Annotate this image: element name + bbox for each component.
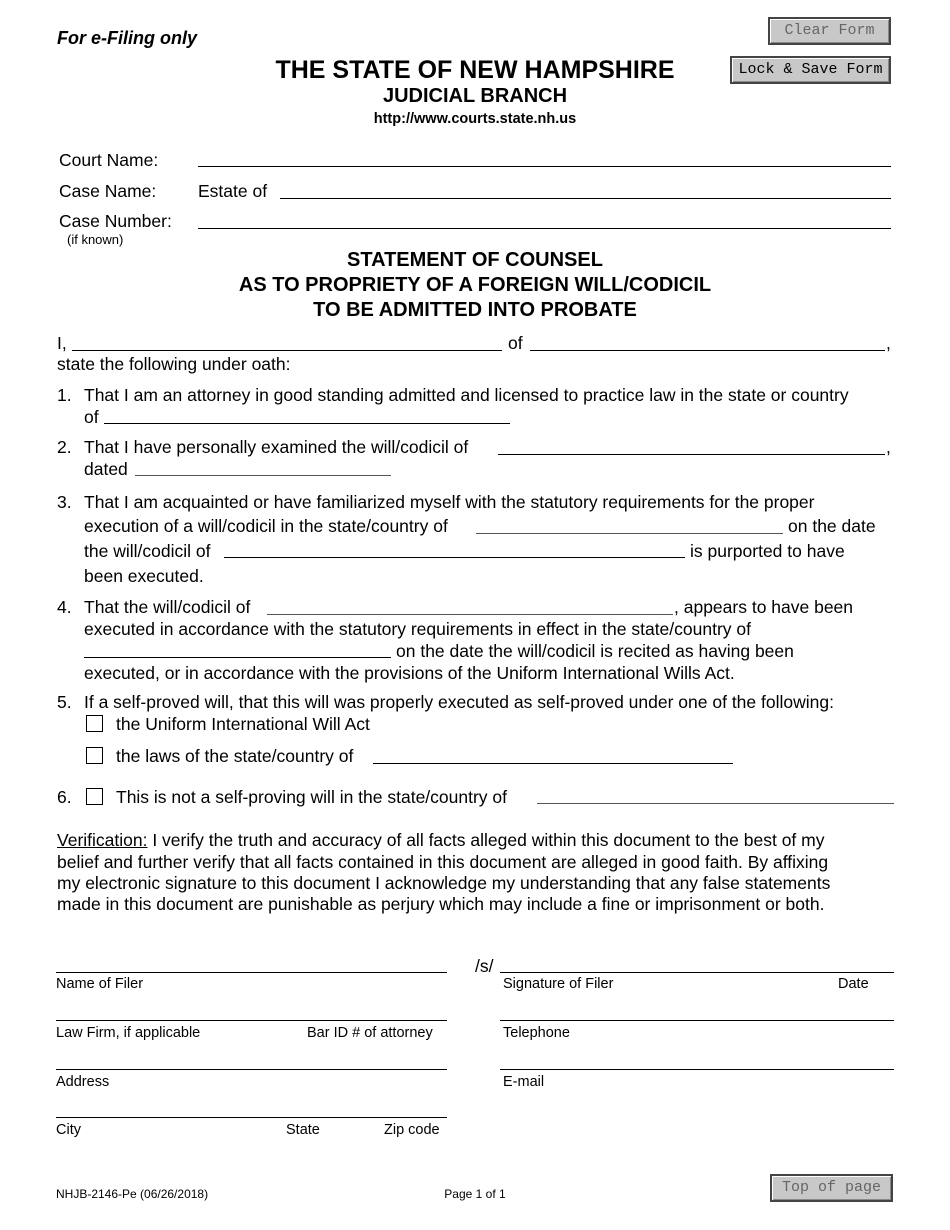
email-label: E-mail: [503, 1074, 545, 1090]
case-name-field[interactable]: [280, 198, 891, 199]
page-number: Page 1 of 1: [444, 1187, 506, 1201]
case-number-field[interactable]: [198, 228, 891, 229]
bar-id-label: Bar ID # of attorney: [307, 1025, 433, 1041]
zip-label: Zip code: [384, 1122, 440, 1138]
item-3-text-line3: the will/codicil of: [84, 541, 211, 561]
item-6-number: 6.: [57, 787, 72, 807]
item-3-text-line1: That I am acquainted or have familiarized myself with the statutory requirements for the proper: [84, 492, 815, 512]
intro-i: I,: [57, 333, 67, 353]
case-number-label: Case Number:: [59, 211, 172, 231]
efiling-note: For e-Filing only: [57, 28, 197, 48]
address-field[interactable]: [56, 1069, 447, 1070]
court-name-label: Court Name:: [59, 150, 159, 170]
item-3-number: 3.: [57, 492, 72, 512]
signature-of-filer-label: Signature of Filer: [503, 976, 614, 992]
item-4-state-field[interactable]: [84, 657, 391, 658]
lock-save-form-button[interactable]: Lock & Save Form: [730, 56, 891, 84]
item-3-text-line4: been executed.: [84, 566, 204, 586]
doc-title-line2: AS TO PROPRIETY OF A FOREIGN WILL/CODICIL: [238, 274, 712, 296]
telephone-field[interactable]: [500, 1020, 894, 1021]
item-2-number: 2.: [57, 437, 72, 457]
uniform-act-label: the Uniform International Will Act: [116, 714, 370, 734]
will-of-field[interactable]: [224, 557, 685, 558]
estate-of-label: Estate of: [198, 181, 268, 201]
state-laws-checkbox[interactable]: [86, 747, 103, 764]
branch-title: JUDICIAL BRANCH: [382, 85, 568, 107]
state-laws-label: the laws of the state/country of: [116, 746, 354, 766]
item-1-number: 1.: [57, 385, 72, 405]
licensed-state-field[interactable]: [104, 423, 510, 424]
item-4-text-line3: on the date the will/codicil is recited as having been: [396, 641, 794, 661]
oath-statement: state the following under oath:: [57, 354, 291, 374]
signature-mark: /s/: [475, 956, 494, 976]
not-self-proving-state-field[interactable]: [537, 803, 894, 804]
item-4-text-line4: executed, or in accordance with the provisions of the Uniform International Wills Act.: [84, 663, 735, 683]
will-date-field[interactable]: [135, 475, 391, 476]
uniform-act-checkbox[interactable]: [86, 715, 103, 732]
attorney-name-field[interactable]: [72, 350, 502, 351]
verification-text-1: I verify the truth and accuracy of all facts alleged within this document to the best of my: [147, 830, 825, 850]
intro-comma: ,: [886, 333, 891, 353]
law-firm-field[interactable]: [56, 1020, 447, 1021]
doc-title-line3: TO BE ADMITTED INTO PROBATE: [313, 299, 637, 321]
item-4-text-line1: That the will/codicil of: [84, 597, 251, 617]
intro-of: of: [508, 333, 523, 353]
attorney-location-field[interactable]: [530, 350, 885, 351]
state-laws-field[interactable]: [373, 763, 733, 764]
state-title: THE STATE OF NEW HAMPSHIRE: [275, 56, 675, 84]
case-name-label: Case Name:: [59, 181, 157, 201]
item-3-on-the-date: on the date: [788, 516, 876, 536]
state-label: State: [286, 1122, 320, 1138]
name-of-filer-label: Name of Filer: [56, 976, 144, 992]
law-firm-label: Law Firm, if applicable: [56, 1025, 201, 1041]
date-label: Date: [838, 976, 869, 992]
verification-label: Verification:: [57, 830, 148, 850]
verification-line1: [57, 830, 824, 851]
clear-form-button[interactable]: Clear Form: [768, 17, 891, 45]
item-5-text: If a self-proved will, that this will was properly executed as self-proved under one of the following:: [84, 692, 834, 712]
top-of-page-button[interactable]: Top of page: [770, 1174, 893, 1202]
not-self-proving-label: This is not a self-proving will in the state/country of: [116, 787, 508, 807]
item-4-will-of-field[interactable]: [267, 614, 673, 615]
examined-will-of-field[interactable]: [498, 454, 885, 455]
name-of-filer-field[interactable]: [56, 972, 447, 973]
court-name-field[interactable]: [198, 166, 891, 167]
item-5-number: 5.: [57, 692, 72, 712]
signature-field[interactable]: [500, 972, 894, 973]
verification-line2: belief and further verify that all facts contained in this document are alleged in good faith. By affixing: [57, 852, 829, 872]
item-3-text-line2: execution of a will/codicil in the state/country of: [84, 516, 448, 536]
address-label: Address: [56, 1074, 110, 1090]
not-self-proving-checkbox[interactable]: [86, 788, 103, 805]
item-4-appears: , appears to have been: [674, 597, 854, 617]
item-2-text: That I have personally examined the will/codicil of: [84, 437, 469, 457]
item-4-number: 4.: [57, 597, 72, 617]
form-id: NHJB-2146-Pe (06/26/2018): [56, 1187, 209, 1201]
city-label: City: [56, 1122, 81, 1138]
court-url: http://www.courts.state.nh.us: [373, 111, 577, 127]
telephone-label: Telephone: [503, 1025, 570, 1041]
doc-title-line1: STATEMENT OF COUNSEL: [347, 249, 603, 271]
item-3-purported: is purported to have: [690, 541, 845, 561]
email-field[interactable]: [500, 1069, 894, 1070]
if-known-note: (if known): [67, 232, 124, 247]
item-2-dated: dated: [84, 459, 128, 479]
city-state-zip-field[interactable]: [56, 1117, 447, 1118]
verification-line3: my electronic signature to this document I acknowledge my understanding that any false statements: [57, 873, 831, 893]
verification-line4: made in this document are punishable as perjury which may include a fine or imprisonment or both.: [57, 894, 825, 914]
execution-state-field[interactable]: [476, 533, 783, 534]
item-4-text-line2: executed in accordance with the statutory requirements in effect in the state/country of: [84, 619, 751, 639]
item-2-comma: ,: [886, 437, 891, 457]
item-1-of: of: [84, 407, 99, 427]
item-1-text: That I am an attorney in good standing admitted and licensed to practice law in the state or country: [84, 385, 849, 405]
